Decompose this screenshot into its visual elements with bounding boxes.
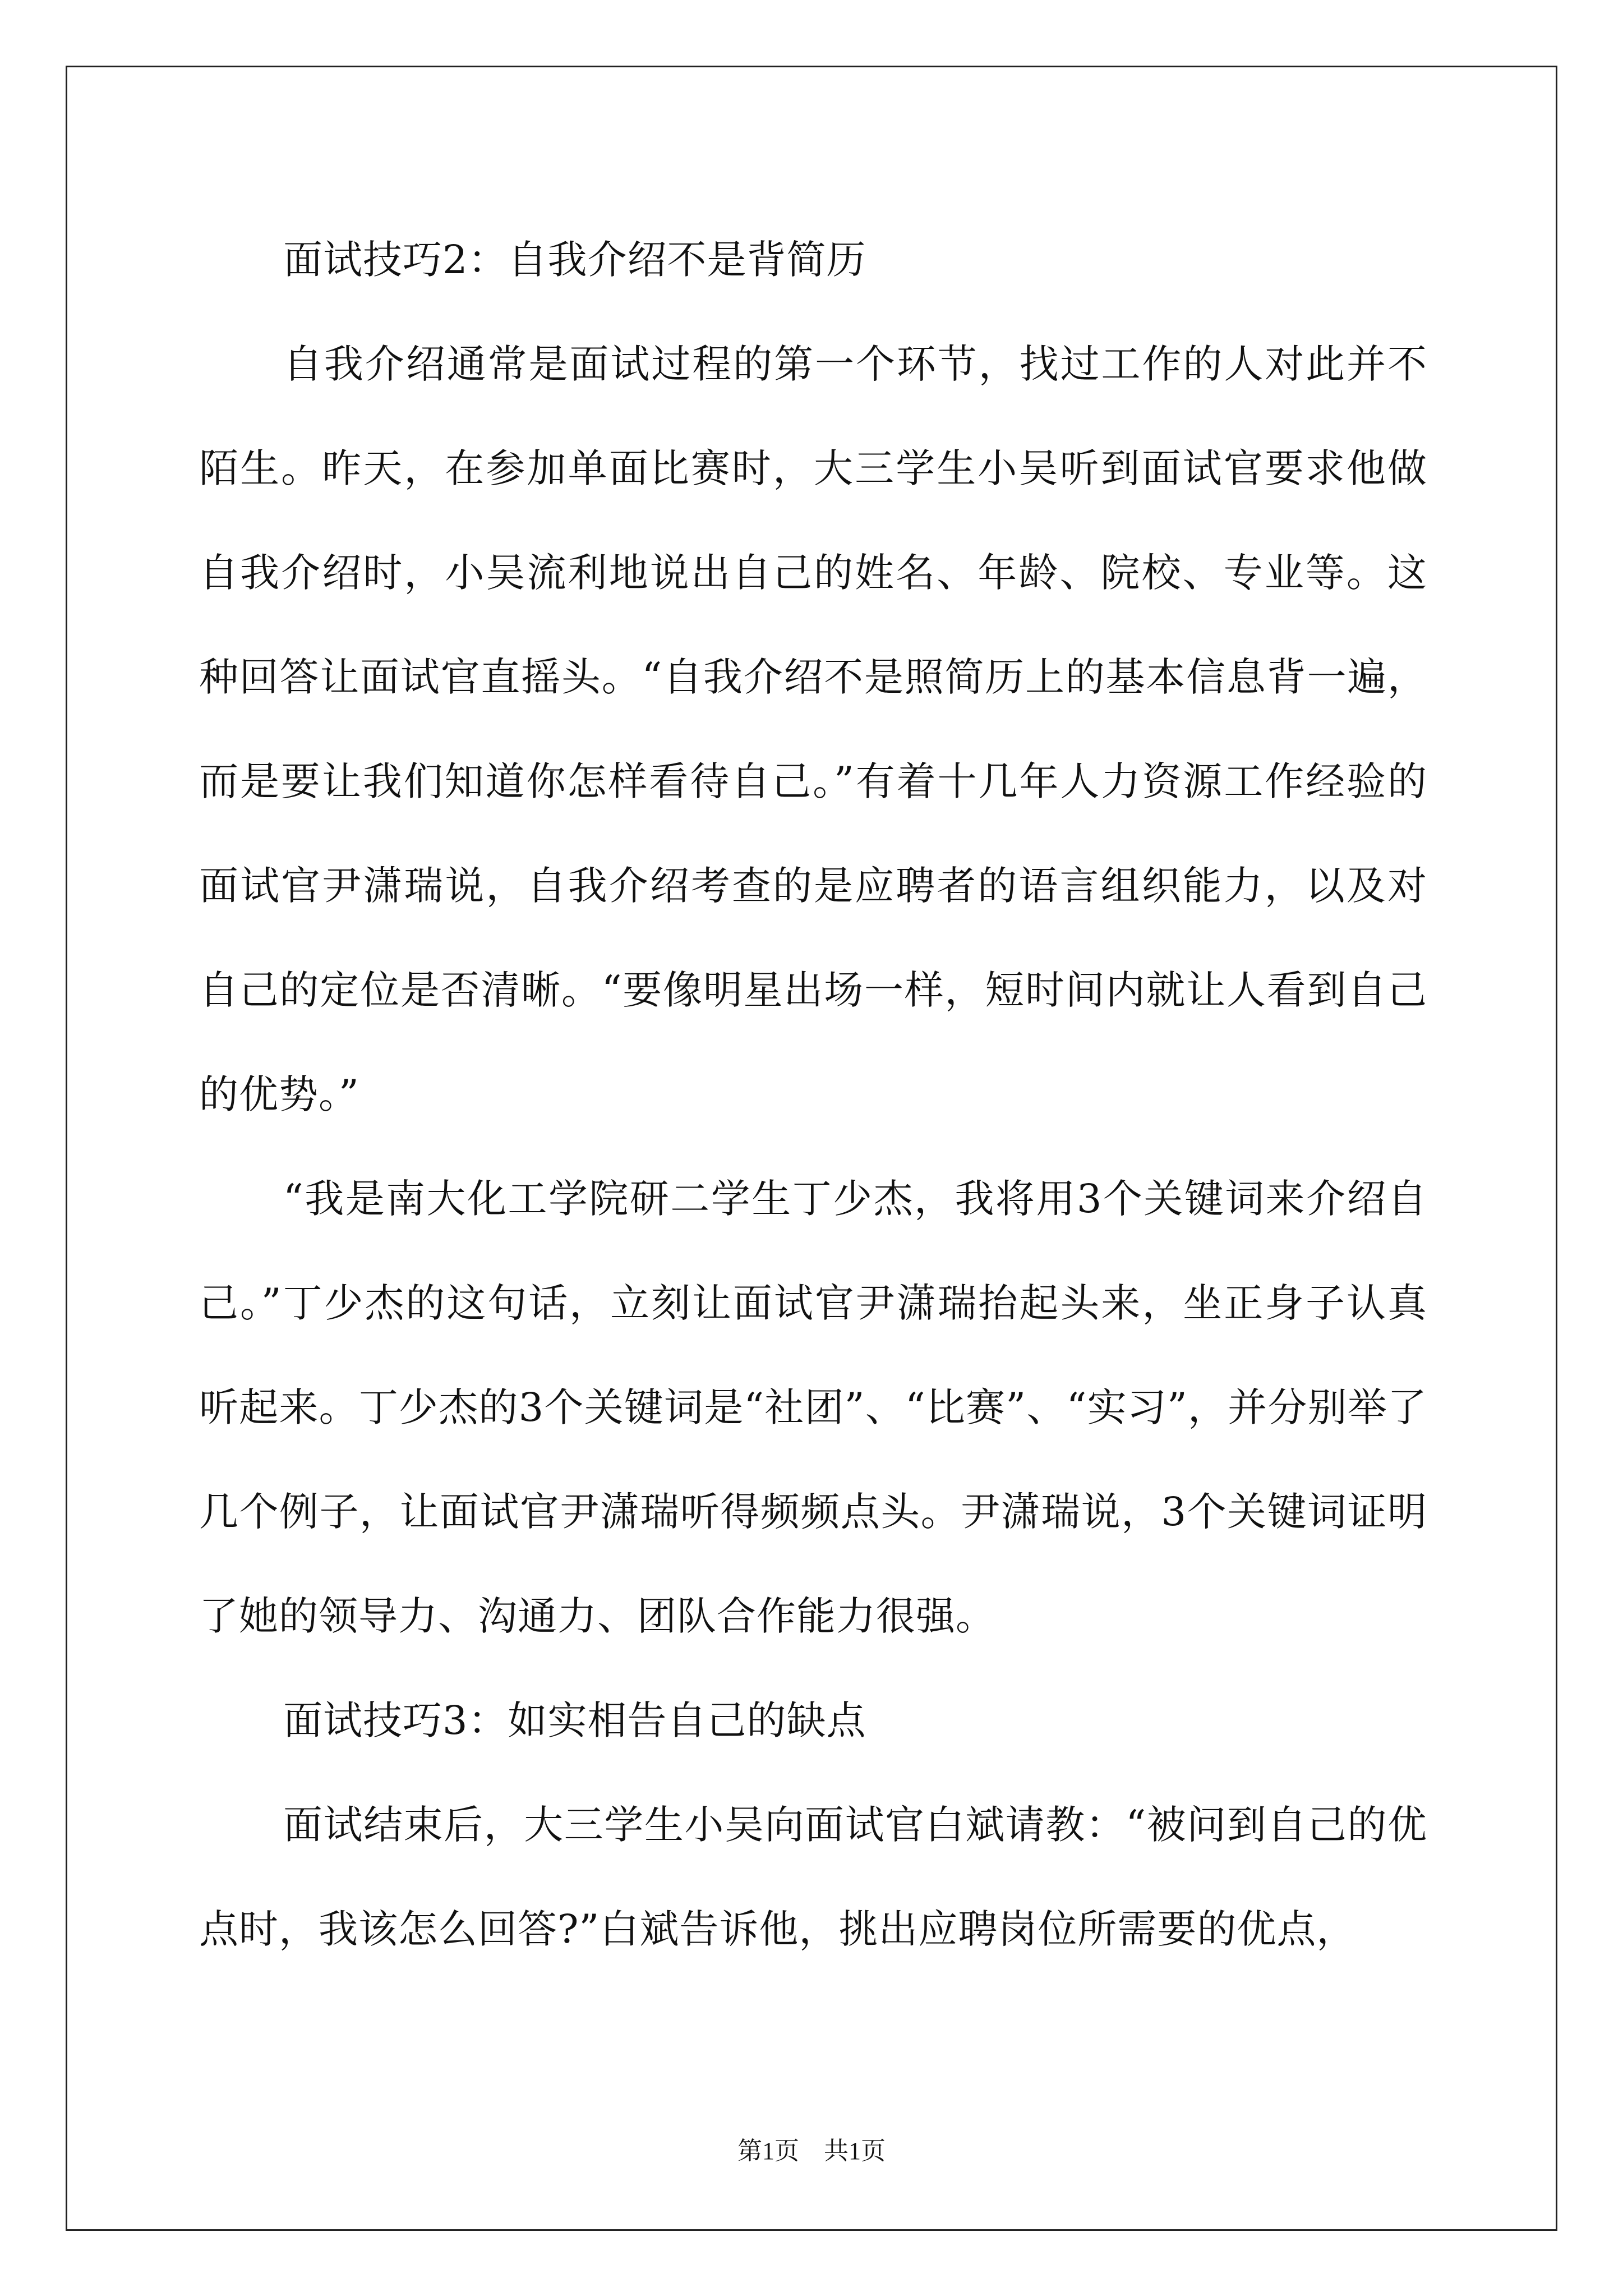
section-heading-tip-3: 面试技巧3：如实相告自己的缺点 bbox=[283, 1697, 866, 1743]
page-number: 第1页 共1页 bbox=[737, 2137, 886, 2165]
paragraph-self-introduction: 自我介绍通常是面试过程的第一个环节，找过工作的人对此并不陌生。昨天，在参加单面比赛时，大三学生小吴听到面试官要求他做自我介绍时，小吴流利地说出自己的姓名、年龄、院校、专业等。这种回答让面试官直摇头。“自我介绍不是照简历上的基本信息背一遍，而是要让我们知道你怎样看待自己。”有着十几年人力资源工作经验的面试官尹潇瑞说，自我介绍考查的是应聘者的语言组织能力，以及对自己的定位是否清晰。“要像明星出场一样，短时间内就让人看到自己的优势。” bbox=[199, 341, 1427, 1117]
section-heading-tip-2: 面试技巧2：自我介绍不是背简历 bbox=[283, 237, 866, 283]
paragraph-keywords-example: “我是南大化工学院研二学生丁少杰，我将用3个关键词来介绍自己。”丁少杰的这句话，立刻让面试官尹潇瑞抬起头来，坐正身子认真听起来。丁少杰的3个关键词是“社团”、“比赛”、“实习”，并分别举了几个例子，让面试官尹潇瑞听得频频点头。尹潇瑞说，3个关键词证明了她的领导力、沟通力、团队合作能力很强。 bbox=[199, 1176, 1427, 1639]
paragraph-strengths-question: 面试结束后，大三学生小吴向面试官白斌请教：“被问到自己的优点时，我该怎么回答?”白斌告诉他，挑出应聘岗位所需要的优点， bbox=[199, 1802, 1427, 1952]
document-body bbox=[199, 208, 1427, 1981]
